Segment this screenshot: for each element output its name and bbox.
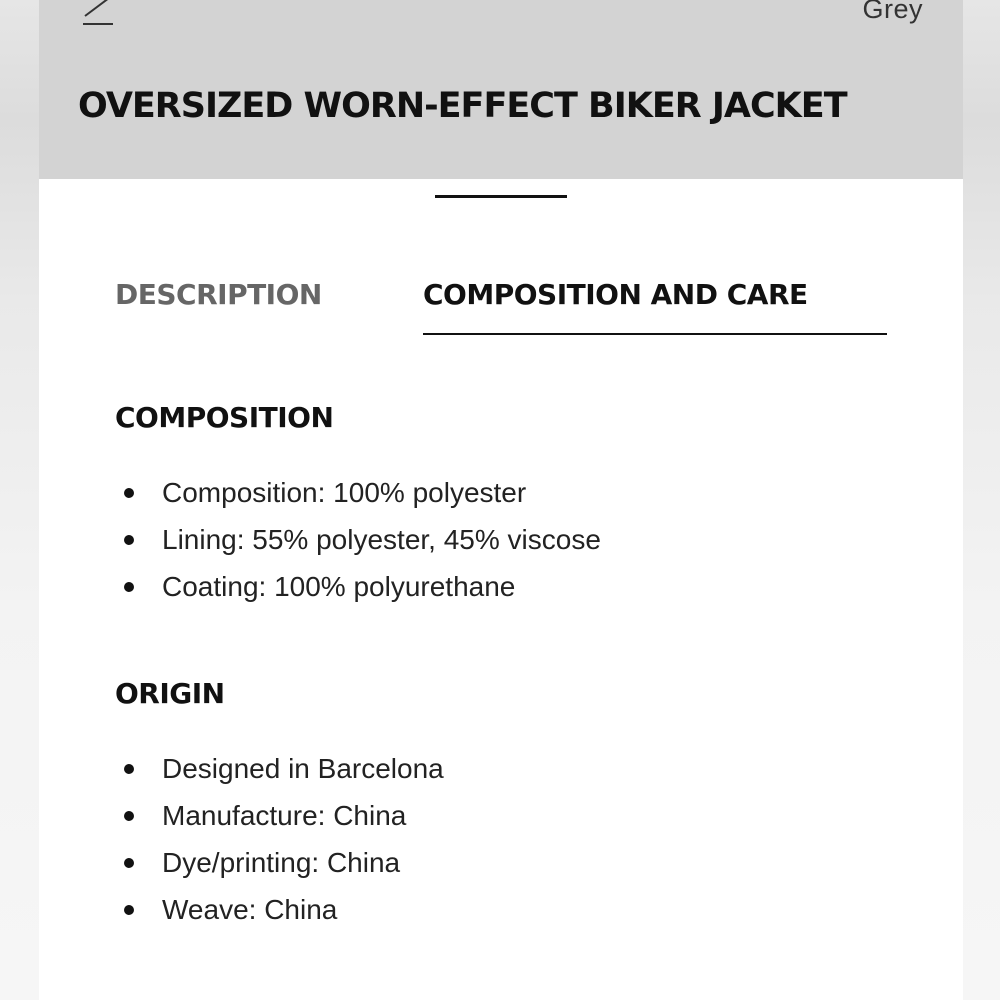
product-sheet [39, 0, 963, 1000]
bullet-icon [124, 535, 134, 545]
list-item [115, 841, 444, 888]
composition-list [115, 471, 601, 612]
list-item-text: Weave: China [162, 894, 338, 925]
origin-heading: ORIGIN [115, 677, 225, 710]
product-header [39, 0, 963, 179]
list-item [115, 565, 601, 612]
bullet-icon [124, 905, 134, 915]
composition-heading: COMPOSITION [115, 401, 334, 434]
product-title: OVERSIZED WORN-EFFECT BIKER JACKET [78, 86, 847, 126]
slash-swatch-icon[interactable] [81, 0, 115, 28]
list-item-text: Coating: 100% polyurethane [162, 571, 516, 602]
list-item-text: Dye/printing: China [162, 847, 401, 878]
bullet-icon [124, 582, 134, 592]
tab-description[interactable]: DESCRIPTION [115, 278, 322, 311]
list-item-text: Composition: 100% polyester [162, 477, 527, 508]
tab-composition-and-care[interactable]: COMPOSITION AND CARE [423, 278, 887, 335]
list-item [115, 888, 444, 935]
list-item [115, 471, 601, 518]
list-item-text: Lining: 55% polyester, 45% viscose [162, 524, 601, 555]
color-label[interactable]: Grey [862, 0, 923, 24]
bullet-icon [124, 858, 134, 868]
list-item [115, 518, 601, 565]
bullet-icon [124, 811, 134, 821]
bullet-icon [124, 764, 134, 774]
list-item-text: Designed in Barcelona [162, 753, 444, 784]
sheet-drag-handle[interactable] [435, 195, 567, 198]
list-item [115, 794, 444, 841]
origin-list [115, 747, 444, 935]
list-item [115, 747, 444, 794]
bullet-icon [124, 488, 134, 498]
info-tabs [115, 278, 887, 342]
list-item-text: Manufacture: China [162, 800, 407, 831]
